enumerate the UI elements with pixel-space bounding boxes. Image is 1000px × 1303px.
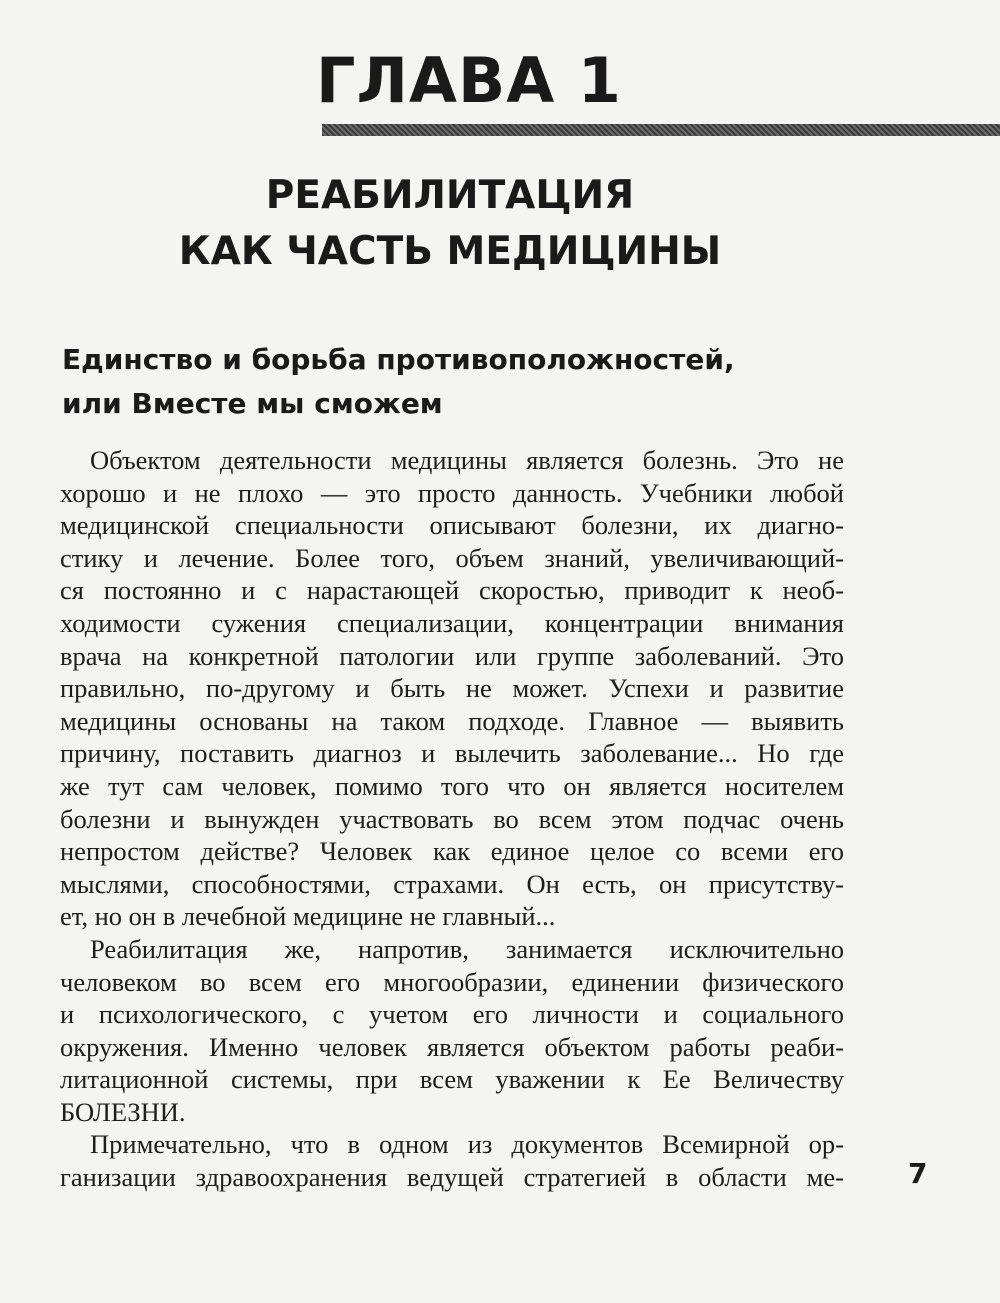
body-text [60,444,844,1194]
text-line: ганизации здравоохранения ведущей стратегией в области ме- [60,1162,844,1193]
chapter-title-line: КАК ЧАСТЬ МЕДИЦИНЫ [178,229,722,274]
page-number: 7 [908,1157,928,1190]
chapter-title [100,168,800,280]
text-line: ходимости сужения специализации, концентрации внимания [60,607,844,638]
text-line: мыслями, способностями, страхами. Он есть, он присутству- [60,868,844,899]
text-line: болезни и вынужден участвовать во всем этом подчас очень [60,803,844,834]
text-line: хорошо и не плохо — это просто данность. Учебники любой [60,477,844,508]
chapter-rule [322,124,1000,136]
text-line: медицинской специальности описывают болезни, их диагно- [60,510,844,541]
text-line: Примечательно, что в одном из документов Всемирной ор- [90,1129,844,1160]
text-line: ся постоянно и с нарастающей скоростью, приводит к необ- [60,575,844,606]
text-line: БОЛЕЗНИ. [60,1096,186,1127]
chapter-label: ГЛАВА 1 [316,44,622,117]
text-line: стику и лечение. Более того, объем знаний, увеличивающий- [60,542,844,573]
section-heading [62,338,822,426]
text-line: причину, поставить диагноз и вылечить заболевание... Но где [60,738,844,769]
chapter-title-line: РЕАБИЛИТАЦИЯ [265,173,635,218]
text-line: и психологического, с учетом его личности и социального [60,999,844,1030]
text-line: Реабилитация же, напротив, занимается исключительно [90,933,844,964]
text-line: человеком во всем его многообразии, единении физического [60,966,844,997]
text-line: же тут сам человек, помимо того что он является носителем [60,770,844,801]
text-line: непростом действе? Человек как единое целое со всеми его [60,836,844,867]
text-line: врача на конкретной патологии или группе заболеваний. Это [60,640,844,671]
section-heading-line: или Вместе мы сможем [62,387,443,420]
text-line: правильно, по-другому и быть не может. Успехи и развитие [60,673,844,704]
text-line: окружения. Именно человек является объектом работы реаби- [60,1031,844,1062]
text-line: Объектом деятельности медицины является болезнь. Это не [90,445,844,475]
text-line: медицины основаны на таком подходе. Главное — выявить [60,705,844,736]
section-heading-line: Единство и борьба противоположностей, [62,343,735,376]
text-line: ет, но он в лечебной медицине не главный... [60,901,556,932]
text-line: литационной системы, при всем уважении к Ее Величеству [60,1064,844,1095]
